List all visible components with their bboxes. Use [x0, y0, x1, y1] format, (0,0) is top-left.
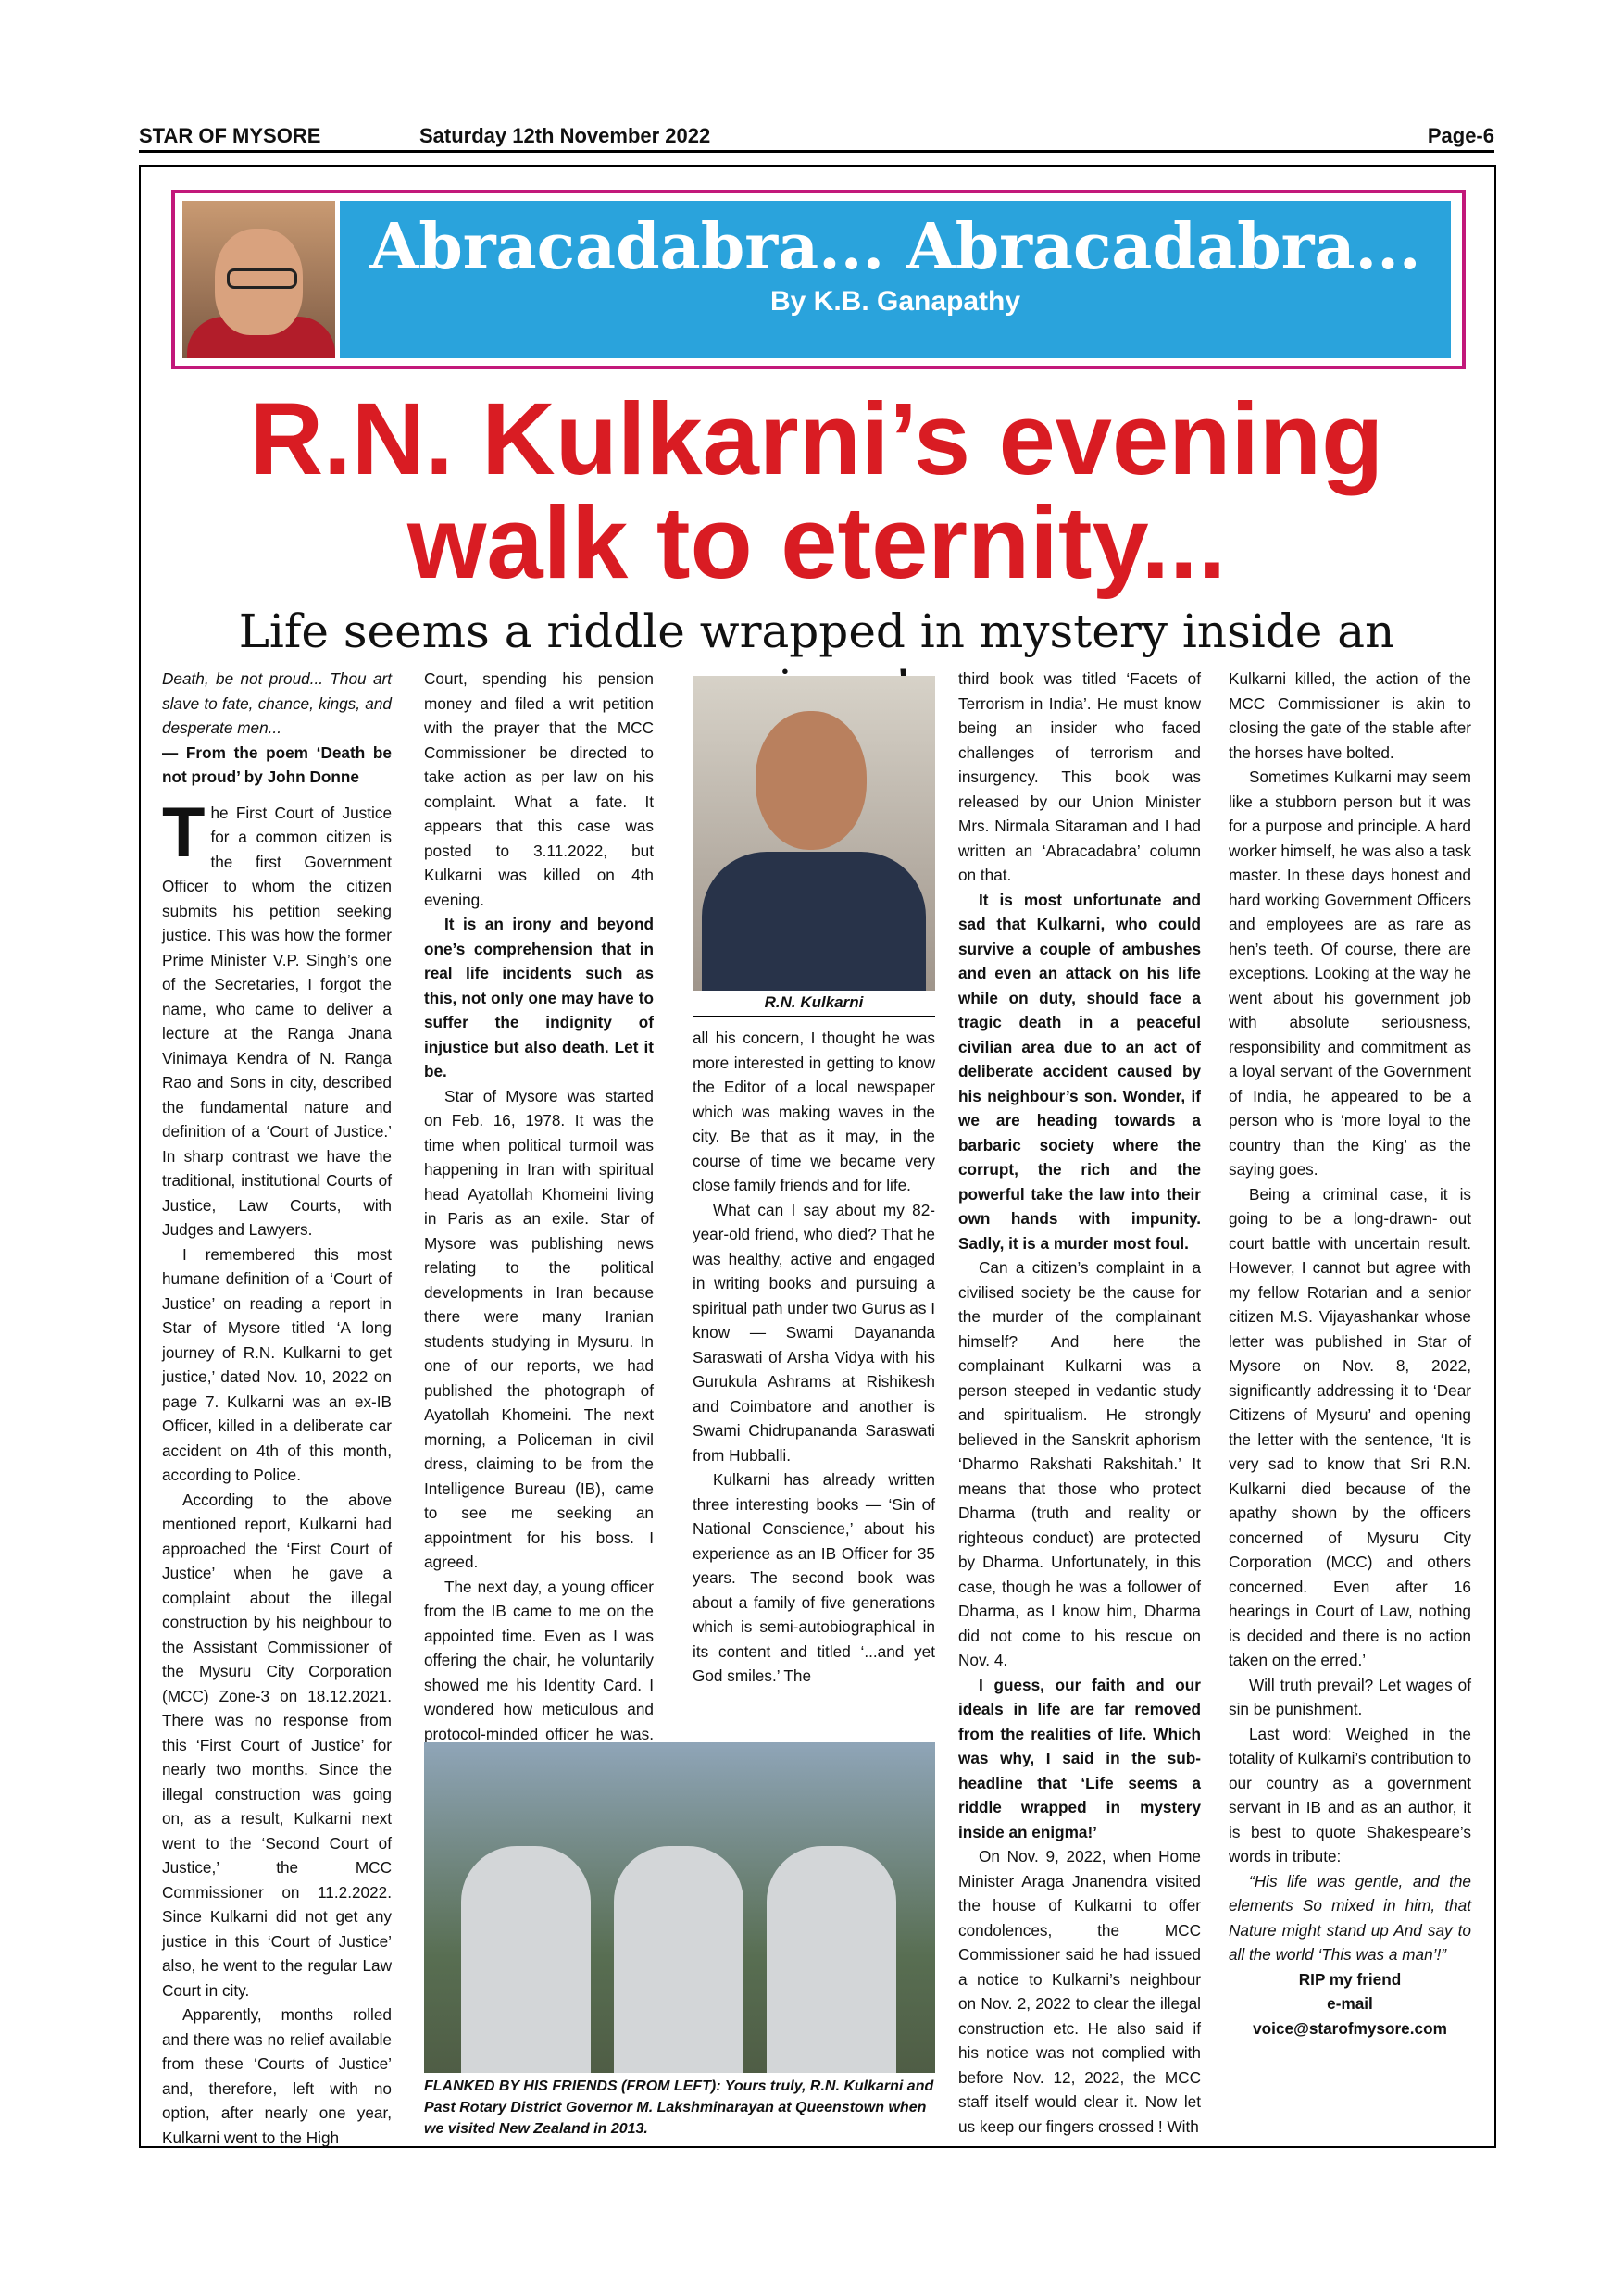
headline-line-2: walk to eternity... [406, 486, 1227, 600]
column-title: Abracadabra... Abracadabra... [369, 210, 1421, 284]
para: third book was titled ‘Facets of Terrorism in India’. He must know being an insider who faced challenges of terrorism and insurgency. This book was released by our Union Minister Mrs. Nirmala Sitaraman and I had written an ‘Abracadabra’ column on that. [958, 669, 1201, 884]
para: Can a citizen’s complaint in a civilised society be the cause for the murder of the complainant himself? And here the complainant Kulkarni was a person steeped in vedantic study and spiritualism. He strongly believed in the Sanskrit aphorism ‘Dharmo Rakshati Rakshitah.’ It means that those who protect Dharma (truth and reality or righteous conduct) are protected by Dharma. Unfortunately, in this case, though he was a follower of Dharma, as I know him, Dharma did not come to his rescue on Nov. 4. [958, 1258, 1201, 1669]
email-label: e-mail [1327, 1994, 1373, 2013]
para: all his concern, I thought he was more interested in getting to know the Editor of a local newspaper which was making waves in the city. Be that as it may, in the course of time we became very close family friends and for life. [693, 1029, 935, 1194]
friends-photo [424, 1742, 935, 2073]
column-3 [693, 1026, 935, 1689]
para: It is most unfortunate and sad that Kulkarni, who could survive a couple of ambushes and even an attack on his life while on duty, should face a tragic death in a peaceful civilian area due to an act of deliberate accident caused by his neighbour’s son. Wonder, if we are heading towards a barbaric society where the corrupt, the rich and the powerful take the law into their own hands with impunity. Sadly, it is a murder most foul. [958, 890, 1201, 1253]
para: Star of Mysore was started on Feb. 16, 1978. It was the time when political turmoil was happening in Iran with spiritual head Ayatollah Khomeini living in Paris as an exile. Star of Mysore was publishing news relating to the political developments in Iran because there were many Iranian students studying in Mysuru. In one of our reports, we had published the photograph of Ayatollah Khomeini. The next morning, a Policeman in civil dress, claiming to be from the Intelligence Bureau (IB), came to see me seeking an appointment for his boss. I agreed. [424, 1086, 654, 1571]
para: What can I say about my 82-year-old friend, who died? That he was healthy, active and engaged in writing books and pursuing a spiritual path under two Gurus as I know — Swami Dayananda Saraswati of Arsha Vidya with his Gurukula Ashrams at Rishikesh and Coimbatore and another is Swami Chidrupananda Saraswati from Hubballi. [693, 1200, 935, 1465]
byline: By K.B. Ganapathy [769, 286, 1021, 317]
para: On Nov. 9, 2022, when Home Minister Araga Jnanendra visited the house of Kulkarni to offer condolences, the MCC Commissioner said he had issued a notice to Kulkarni’s neighbour on Nov. 2, 2022 to clear the illegal construction etc. He also said if his notice was not complied with before Nov. 12, 2022, the MCC staff itself would clear it. Now let us keep our fingers crossed ! With [958, 1847, 1201, 2136]
kulkarni-caption: R.N. Kulkarni [693, 993, 935, 1017]
para: Kulkarni killed, the action of the MCC Commissioner is akin to closing the gate of the stable after the horses have bolted. [1229, 669, 1471, 762]
column-1 [162, 667, 392, 2150]
para: The next day, a young officer from the IB came to me on the appointed time. Even as I was offering the chair, he voluntarily showed me his Identity Card. I wondered how meticulous and protocol-minded officer he was. [424, 1577, 654, 1743]
issue-date: Saturday 12th November 2022 [419, 124, 711, 147]
column-5 [1229, 667, 1471, 2040]
column-2 [424, 667, 654, 1820]
para: Sometimes Kulkarni may seem like a stubborn person but it was for a purpose and principle. A hard worker himself, he was also a task master. In these days honest and hard working Government Officers and employees are as rare as hen’s teeth. Of course, there are exceptions. Looking at the way he went about his government job with absolute seriousness, responsibility and commitment as a loyal servant of the Government of India, he appeared to be a person who is ‘more loyal to the country than the King’ as the saying goes. [1229, 767, 1471, 1179]
para: The First Court of Justice for a common citizen is the first Government Officer to whom the citizen submits his petition seeking justice. This was how the former Prime Minister V.P. Singh’s one of the Secretaries, I forgot the name, who came to deliver a lecture at the Ranga Jnana Vinimaya Kendra of N. Ranga Rao and Sons in city, described the fundamental nature and definition of a ‘Court of Justice.’ In sharp contrast we have the traditional, institutional Courts of Justice, Law Courts, with Judges and Lawyers. [162, 792, 392, 1239]
para: Court, spending his pension money and filed a writ petition with the prayer that the MCC Commissioner be directed to take action as per law on his complaint. What a fate. It appears that this case was posted to 3.11.2022, but Kulkarni was killed on 4th evening. [424, 669, 654, 909]
headline-line-1: R.N. Kulkarni’s evening [249, 382, 1384, 496]
para: Kulkarni has already written three interesting books — ‘Sin of National Conscience,’ about his experience as an IB Officer for 35 years. The second book was about a family of five generations which is semi-autobiographical in its content and titled ‘...and yet God smiles.’ The [693, 1470, 935, 1685]
drop-cap: T [162, 792, 206, 872]
epigraph: Death, be not proud... Thou art slave to fate, chance, kings, and desperate men... [162, 669, 392, 737]
masthead [139, 122, 1494, 153]
para: Last word: Weighed in the totality of Kulkarni’s contribution to our country as a government servant in IB and as an author, it is best to quote Shakespeare’s words in tribute: [1229, 1724, 1471, 1866]
author-photo [182, 201, 335, 358]
column-4 [958, 667, 1201, 2139]
epigraph-source: — From the poem ‘Death be not proud’ by John Donne [162, 742, 392, 786]
para: I guess, our faith and our ideals in life are far removed from the realities of life. Which was why, I said in the sub-headline that ‘Life seems a riddle wrapped in mystery inside an enigma!’ [958, 1675, 1201, 1841]
sub-headline: Life seems a riddle wrapped in mystery inside an [238, 605, 1395, 658]
para: I remembered this most humane definition of a ‘Court of Justice’ on reading a report in Star of Mysore titled ‘A long journey of R.N. Kulkarni to get justice,’ dated Nov. 10, 2022 on page 7. Kulkarni was an ex-IB Officer, killed in a deliberate car accident on 4th of this month, according to Police. [162, 1244, 392, 1484]
signoff: RIP my friend [1298, 1969, 1402, 1989]
para: According to the above mentioned report, Kulkarni had approached the ‘First Court of Justice’ when he gave a complaint about the illegal construction by his neighbour to the Assistant Commissioner of the Mysuru City Corporation (MCC) Zone-3 on 18.12.2021. There was no response from this ‘First Court of Justice’ for nearly two months. Since the illegal construction was going on, as a result, Kulkarni next went to the ‘Second Court of Justice,’ the MCC Commissioner on 11.2.2022. Since Kulkarni did not get any justice in this ‘Court of Justice’ also, he went to the regular Law Court in city. [162, 1490, 392, 2000]
para: Apparently, months rolled and there was no relief available from these ‘Courts of Justice’ and, therefore, left with no option, after nearly one year, Kulkarni went to the High [162, 2005, 392, 2147]
friends-caption: FLANKED BY HIS FRIENDS (FROM LEFT): Yours truly, R.N. Kulkarni and Past Rotary District Governor M. Lakshminarayan at Queenstown when we visited New Zealand in 2013. [424, 2078, 934, 2137]
paper-name: STAR OF MYSORE [139, 124, 321, 147]
quote: “His life was gentle, and the elements So mixed in him, that Nature might stand up And say to all the world ‘This was a man’!” [1229, 1871, 1471, 1964]
kulkarni-photo [693, 676, 935, 991]
page-number: Page-6 [1427, 124, 1494, 147]
column-title-box [340, 201, 1451, 358]
para: It is an irony and beyond one’s comprehension that in real life incidents such as this, not only one may have to suffer the indignity of injustice but also death. Let it be. [424, 915, 654, 1080]
para: Being a criminal case, it is going to be a long-drawn- out court battle with uncertain result. However, I cannot but agree with my fellow Rotarian and a senior citizen M.S. Vijayashankar whose letter was published in Star of Mysore on Nov. 8, 2022, significantly addressing it to ‘Dear Citizens of Mysuru’ and opening the letter with the sentence, ‘It is very sad to know that Sri R.N. Kulkarni died because of the apathy shown by the officers concerned of Mysuru City Corporation (MCC) and others concerned. Even after 16 hearings in Court of Law, nothing is decided and there is no action taken on the erred.’ [1229, 1184, 1471, 1669]
para: Will truth prevail? Let wages of sin be punishment. [1229, 1675, 1471, 1718]
column-banner [171, 190, 1466, 369]
email-address: voice@starofmysore.com [1253, 2018, 1447, 2038]
